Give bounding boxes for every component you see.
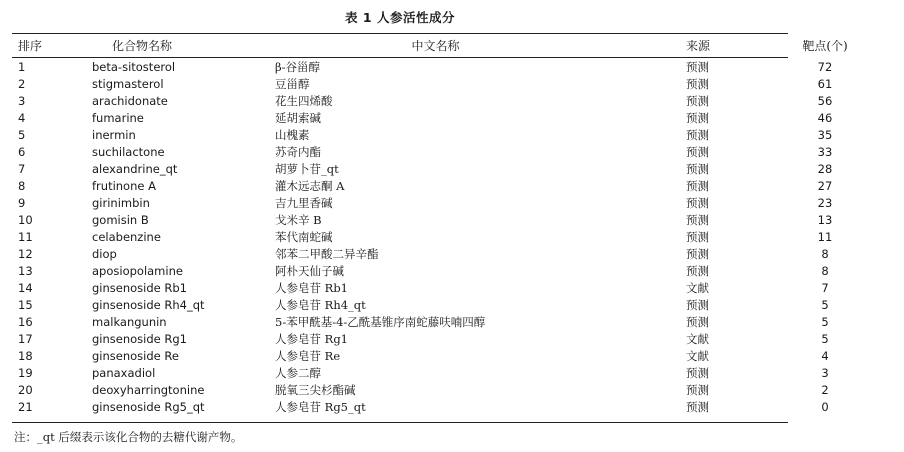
cell-source: 预测 [686, 111, 709, 125]
table-row [12, 93, 904, 110]
cell-source: 预测 [686, 196, 709, 210]
cell-index: 16 [18, 315, 33, 329]
cell-source: 文献 [686, 349, 709, 363]
cell-compound: diop [92, 247, 117, 261]
table-row [12, 161, 904, 178]
table-row [12, 280, 904, 297]
cell-index: 10 [18, 213, 33, 227]
cell-chinese-name: 苯代南蛇碱 [275, 230, 333, 244]
cell-source: 文献 [686, 281, 709, 295]
cell-index: 9 [18, 196, 26, 210]
table-row [12, 195, 904, 212]
cell-compound: ginsenoside Rg5_qt [92, 400, 205, 414]
cell-chinese-name: 人参皂苷 Re [275, 349, 341, 363]
cell-chinese-name: 人参皂苷 Rb1 [275, 281, 348, 295]
cell-compound: suchilactone [92, 145, 165, 159]
cell-chinese-name: 戈米辛 B [275, 213, 322, 227]
header-chinese-name: 中文名称 [411, 38, 460, 53]
cell-targets: 72 [817, 60, 833, 74]
cell-targets: 4 [821, 349, 829, 363]
cell-source: 预测 [686, 162, 709, 176]
cell-source: 预测 [686, 400, 709, 414]
cell-targets: 61 [817, 77, 833, 91]
cell-compound: gomisin B [92, 213, 149, 227]
table-row [12, 246, 904, 263]
cell-source: 预测 [686, 366, 709, 380]
table-row [12, 331, 904, 348]
table-row [12, 57, 904, 76]
cell-chinese-name: 苏奇内酯 [275, 145, 321, 159]
table-row [12, 314, 904, 331]
header-compound: 化合物名称 [112, 38, 173, 53]
cell-targets: 35 [817, 128, 833, 142]
cell-chinese-name: 花生四烯酸 [275, 94, 333, 108]
table-row [12, 297, 904, 314]
cell-source: 预测 [686, 315, 709, 329]
table-body [12, 57, 904, 416]
table-row [12, 263, 904, 280]
cell-chinese-name: 阿朴天仙子碱 [275, 264, 344, 278]
cell-index: 20 [18, 383, 33, 397]
cell-targets: 11 [817, 230, 833, 244]
cell-compound: ginsenoside Rh4_qt [92, 298, 205, 312]
cell-targets: 23 [817, 196, 833, 210]
cell-chinese-name: 胡萝卜苷_qt [275, 162, 339, 176]
cell-index: 3 [18, 94, 26, 108]
table-row [12, 399, 904, 416]
cell-compound: ginsenoside Rb1 [92, 281, 187, 295]
table-row [12, 212, 904, 229]
cell-index: 8 [18, 179, 26, 193]
table-caption: 表 1 人参活性成分 [345, 10, 455, 25]
cell-source: 预测 [686, 77, 709, 91]
cell-chinese-name: 邻苯二甲酸二异辛酯 [275, 247, 379, 261]
cell-chinese-name: 人参皂苷 Rg1 [275, 332, 348, 346]
cell-chinese-name: 5-苯甲酰基-4-乙酰基锥序南蛇藤呋喃四醇 [275, 315, 486, 329]
cell-chinese-name: 人参二醇 [275, 366, 321, 380]
table-footnote: 注：_qt 后缀表示该化合物的去糖代谢产物。 [14, 430, 243, 444]
cell-index: 15 [18, 298, 33, 312]
cell-index: 19 [18, 366, 33, 380]
cell-index: 1 [18, 60, 26, 74]
cell-targets: 5 [821, 298, 829, 312]
cell-targets: 2 [821, 383, 829, 397]
cell-targets: 56 [817, 94, 833, 108]
table-header-row [12, 33, 904, 57]
cell-index: 6 [18, 145, 26, 159]
table-row [12, 229, 904, 246]
cell-targets: 8 [821, 247, 829, 261]
header-source: 来源 [686, 38, 711, 53]
table-row [12, 178, 904, 195]
cell-compound: malkangunin [92, 315, 167, 329]
cell-index: 21 [18, 400, 33, 414]
table-row [12, 348, 904, 365]
cell-index: 14 [18, 281, 33, 295]
table-row [12, 144, 904, 161]
cell-chinese-name: 山槐素 [275, 128, 310, 142]
cell-compound: beta-sitosterol [92, 60, 176, 74]
cell-source: 预测 [686, 213, 709, 227]
cell-index: 2 [18, 77, 26, 91]
table-row [12, 382, 904, 399]
cell-source: 预测 [686, 60, 709, 74]
cell-chinese-name: β-谷甾醇 [275, 60, 321, 74]
cell-compound: ginsenoside Re [92, 349, 179, 363]
cell-compound: stigmasterol [92, 77, 164, 91]
cell-targets: 33 [817, 145, 833, 159]
cell-chinese-name: 延胡索碱 [275, 111, 321, 125]
table-bottom-rule [12, 422, 788, 423]
cell-targets: 46 [817, 111, 833, 125]
table-row [12, 76, 904, 93]
cell-compound: frutinone A [92, 179, 156, 193]
cell-targets: 27 [817, 179, 833, 193]
cell-source: 预测 [686, 298, 709, 312]
cell-compound: inermin [92, 128, 136, 142]
cell-compound: alexandrine_qt [92, 162, 178, 176]
cell-targets: 5 [821, 332, 829, 346]
header-index: 排序 [18, 38, 43, 53]
cell-index: 12 [18, 247, 33, 261]
cell-targets: 7 [821, 281, 829, 295]
cell-source: 预测 [686, 264, 709, 278]
cell-targets: 0 [821, 400, 829, 414]
cell-chinese-name: 人参皂苷 Rh4_qt [275, 298, 366, 312]
cell-chinese-name: 灌木远志酮 A [275, 179, 345, 193]
cell-compound: arachidonate [92, 94, 168, 108]
cell-source: 预测 [686, 383, 709, 397]
cell-index: 13 [18, 264, 33, 278]
table-row [12, 110, 904, 127]
cell-targets: 5 [821, 315, 829, 329]
cell-compound: aposiopolamine [92, 264, 183, 278]
cell-chinese-name: 人参皂苷 Rg5_qt [275, 400, 366, 414]
table-row [12, 365, 904, 382]
table-row [12, 127, 904, 144]
cell-index: 18 [18, 349, 33, 363]
cell-compound: celabenzine [92, 230, 161, 244]
cell-chinese-name: 脱氧三尖杉酯碱 [275, 383, 356, 397]
header-targets: 靶点(个) [802, 38, 848, 53]
cell-index: 5 [18, 128, 26, 142]
ginseng-compounds-table [12, 33, 904, 416]
cell-targets: 8 [821, 264, 829, 278]
cell-targets: 13 [817, 213, 833, 227]
cell-source: 预测 [686, 94, 709, 108]
cell-targets: 28 [817, 162, 833, 176]
cell-index: 17 [18, 332, 33, 346]
cell-source: 预测 [686, 145, 709, 159]
cell-source: 预测 [686, 247, 709, 261]
cell-index: 7 [18, 162, 26, 176]
cell-index: 4 [18, 111, 26, 125]
cell-source: 预测 [686, 179, 709, 193]
cell-index: 11 [18, 230, 33, 244]
cell-source: 文献 [686, 332, 709, 346]
cell-compound: ginsenoside Rg1 [92, 332, 187, 346]
cell-source: 预测 [686, 230, 709, 244]
cell-compound: panaxadiol [92, 366, 156, 380]
cell-compound: girinimbin [92, 196, 150, 210]
cell-source: 预测 [686, 128, 709, 142]
cell-compound: fumarine [92, 111, 144, 125]
cell-compound: deoxyharringtonine [92, 383, 205, 397]
cell-chinese-name: 豆甾醇 [275, 77, 310, 91]
cell-chinese-name: 吉九里香碱 [275, 196, 333, 210]
cell-targets: 3 [821, 366, 829, 380]
